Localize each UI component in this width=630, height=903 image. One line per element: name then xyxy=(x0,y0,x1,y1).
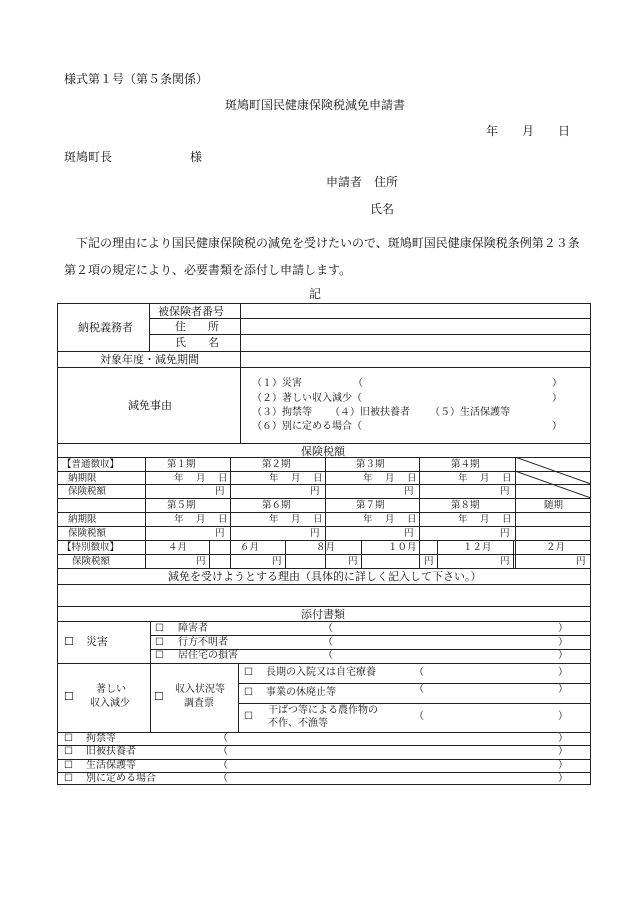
reason-label: 減免事由 xyxy=(128,399,172,412)
reason-option-detention: （３）拘禁等 xyxy=(252,407,312,418)
request-reason-label: 減免を受けようとする理由（具体的に詳しく記入して下さい。） xyxy=(168,570,482,583)
period-label: 対象年度・減免期間 xyxy=(100,353,199,366)
income-drop-label: 著しい xyxy=(96,684,126,695)
applicant-name-label: 氏名 xyxy=(370,202,395,216)
disaster-checkbox[interactable]: ☐ xyxy=(64,635,74,648)
empty-cell-diagonal xyxy=(515,471,591,498)
survey-checkbox[interactable]: ☐ xyxy=(154,690,164,703)
disability-checkbox[interactable]: ☐ xyxy=(155,623,164,634)
reason-option-former-dependent: （４）旧被扶養者 xyxy=(330,407,410,418)
insured-number-label: 被保険者番号 xyxy=(158,305,224,318)
address-label: 住 所 xyxy=(175,320,219,333)
addressee-honorific: 様 xyxy=(190,150,203,164)
income-drop-checkbox[interactable]: ☐ xyxy=(64,690,74,703)
house-damage-checkbox[interactable]: ☐ xyxy=(155,650,164,661)
document-title: 斑鳩町国民健康保険税減免申請書 xyxy=(225,98,406,112)
former-dependent-checkbox[interactable]: ☐ xyxy=(64,746,73,757)
ki-mark: 記 xyxy=(309,287,322,301)
due-date-label: 納期限 xyxy=(68,473,97,484)
drought-checkbox[interactable]: ☐ xyxy=(244,711,253,722)
missing-person-checkbox[interactable]: ☐ xyxy=(155,637,164,648)
attachments-title: 添付書類 xyxy=(301,608,345,621)
disaster-label: 災害 xyxy=(86,635,108,648)
form-number: 様式第１号（第５条関係） xyxy=(64,72,209,86)
business-closure-checkbox[interactable]: ☐ xyxy=(244,687,253,698)
reason-option-disaster: （１）災害 xyxy=(252,378,302,389)
reason-option-welfare: （５）生活保護等 xyxy=(430,407,510,418)
applicant-address-label: 申請者 住所 xyxy=(326,175,399,189)
body-text-line1: 下記の理由により国民健康保険税の減免を受けたいので、斑鳩町国民健康保険税条例第２３条 xyxy=(76,236,580,250)
tax-amount-label: 保険税額 xyxy=(68,486,107,497)
body-text-line2: 第２項の規定により、必要書類を添付し申請します。 xyxy=(64,263,352,277)
date-line: 年 月 日 xyxy=(486,124,571,138)
reason-option-other: （６）別に定める場合（ xyxy=(252,421,362,432)
special-collection-label: 【特別徴収】 xyxy=(62,542,120,553)
reason-option-income-drop: （２）著しい収入減少（ xyxy=(252,393,362,404)
survey-label: 収入状況等 xyxy=(175,684,225,695)
normal-collection-label: 【普通徴収】 xyxy=(62,459,120,470)
welfare-checkbox[interactable]: ☐ xyxy=(64,760,73,771)
name-label: 氏 名 xyxy=(175,336,219,349)
addressee: 斑鳩町長 xyxy=(64,150,113,164)
application-form-table: 納税義務者 被保険者番号 住 所 氏 名 対象年度・減免期間 減免事由 （１）災害 （ ） （２）著しい収入減少（ ） （３）拘禁等 （４）旧被扶養者 （５）生活保護等 （６）別に定める場合（ ） 保険税額 【普通徴収】 第１期 第２期 第３期 第４期 納期限 年 月 日 年 月 日 年 月 日 年 月 日 保険税額 円 円 円 円 第５期 第６期 第７期 第８期 随期 納期限 年 月 日 年 月 日 年 月 日 年 月 日 保険税額 円 円 円 円 【特別徴収】 ４月 ６月 ８月 １０月 １２月 ２月 保険税額 円 円 円 円 円 円 減免を受けようとする理由（具体的に詳しく記入して下さい。） 添付書類 ☐ 災害 ☐ 障害者 （ ） ☐ 行方不明者 （ ） ☐ 居住宅の損害 （ ） ☐ 著しい 収入減少 ☐ 収入状況等 調査票 ☐ 長期の入院又は自宅療養 （ ） ☐ 事業の休廃止等 （ ） ☐ 干ばつ等による農作物の 不作、不漁等 （ ） ☐ 拘禁等 （ ） ☐ 旧被扶養者 （ ） ☐ 生活保護等 （ ） ☐ 別に定める場合 （ ） xyxy=(57,303,591,785)
tax-amount-title: 保険税額 xyxy=(301,445,345,458)
hospitalization-checkbox[interactable]: ☐ xyxy=(244,667,253,678)
other-case-checkbox[interactable]: ☐ xyxy=(64,773,73,784)
taxpayer-label: 納税義務者 xyxy=(78,321,133,334)
detention-checkbox[interactable]: ☐ xyxy=(64,733,73,744)
anytime-period-label: 随期 xyxy=(544,500,564,511)
